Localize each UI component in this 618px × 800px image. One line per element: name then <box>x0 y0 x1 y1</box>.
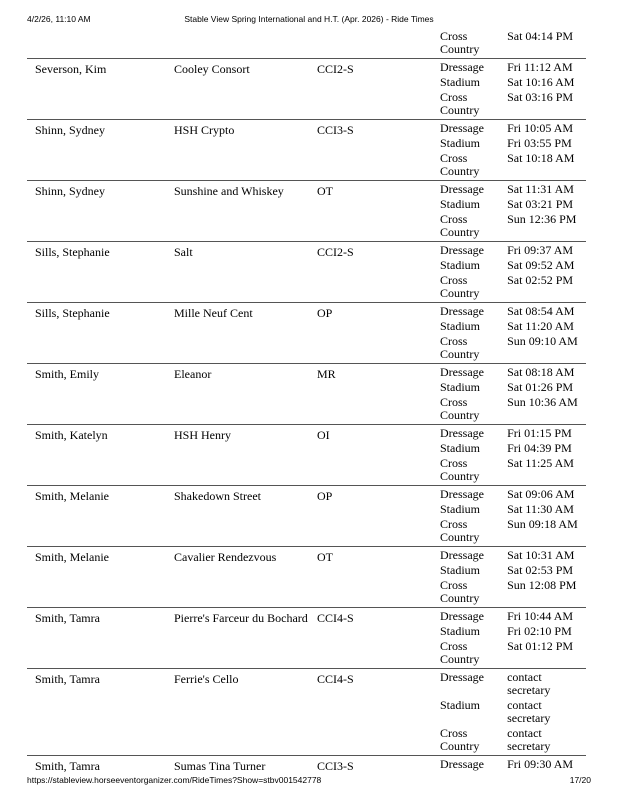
phase-name: Cross Country <box>440 212 480 239</box>
phase-time: Fri 01:15 PM <box>507 426 572 440</box>
page-footer <box>27 775 591 789</box>
phase-entry <box>440 549 586 562</box>
rider-name: Smith, Melanie <box>35 489 109 503</box>
phase-name: Dressage <box>440 60 484 74</box>
page-url: https://stableview.horseeventorganizer.com/RideTimes?Show=stbv001542778 <box>27 775 322 785</box>
table-row <box>27 546 586 605</box>
phase-name: Stadium <box>440 441 481 455</box>
phase-entry <box>440 518 586 544</box>
phase-name: Stadium <box>440 698 481 712</box>
phase-name: Stadium <box>440 75 481 89</box>
ride-times-table <box>27 30 586 773</box>
phase-name: Cross Country <box>440 578 480 605</box>
page-title: Stable View Spring International and H.T. (Apr. 2026) - Ride Times <box>184 14 434 24</box>
phase-list <box>440 425 586 483</box>
phase-entry <box>440 91 586 117</box>
phase-time: Fri 09:37 AM <box>507 243 574 257</box>
phase-entry <box>440 699 586 725</box>
horse-name: HSH Crypto <box>174 123 235 137</box>
horse-name: HSH Henry <box>174 428 231 442</box>
division: OI <box>317 428 330 442</box>
phase-time: Sat 03:16 PM <box>507 90 574 104</box>
phase-name: Stadium <box>440 624 481 638</box>
table-row <box>27 180 586 239</box>
rider-name: Smith, Tamra <box>35 759 100 773</box>
phase-entry <box>440 244 586 257</box>
phase-time: Sun 12:08 PM <box>507 578 577 592</box>
horse-name: Cooley Consort <box>174 62 250 76</box>
phase-list <box>440 242 586 300</box>
phase-list <box>440 30 586 56</box>
phase-list <box>440 181 586 239</box>
phase-name: Cross Country <box>440 273 480 300</box>
rider-name: Smith, Melanie <box>35 550 109 564</box>
phase-time: Sun 09:18 AM <box>507 517 578 531</box>
horse-name: Sunshine and Whiskey <box>174 184 284 198</box>
phase-entry <box>440 335 586 361</box>
phase-entry <box>440 30 586 56</box>
phase-time: Fri 10:44 AM <box>507 609 574 623</box>
continued-row <box>27 30 586 56</box>
rider-name: Smith, Katelyn <box>35 428 108 442</box>
division: MR <box>317 367 336 381</box>
horse-name: Eleanor <box>174 367 212 381</box>
phase-entry <box>440 727 586 753</box>
rider-name: Smith, Emily <box>35 367 100 381</box>
phase-time: Sun 10:36 AM <box>507 395 578 409</box>
phase-name: Cross Country <box>440 726 480 753</box>
table-row <box>27 241 586 300</box>
phase-name: Dressage <box>440 426 484 440</box>
phase-time: contact secretary <box>507 670 551 697</box>
phase-time: Sat 01:12 PM <box>507 639 574 653</box>
division: CCI3-S <box>317 759 354 773</box>
table-row <box>27 363 586 422</box>
phase-entry <box>440 488 586 501</box>
horse-name: Sumas Tina Turner <box>174 759 266 773</box>
phase-time: Sat 11:31 AM <box>507 182 574 196</box>
division: CCI3-S <box>317 123 354 137</box>
division: CCI4-S <box>317 672 354 686</box>
phase-name: Cross Country <box>440 334 480 361</box>
phase-time: Sat 02:52 PM <box>507 273 574 287</box>
horse-name: Pierre's Farceur du Bochard <box>174 611 308 625</box>
phase-name: Dressage <box>440 365 484 379</box>
phase-time: Fri 10:05 AM <box>507 121 574 135</box>
phase-time: Sat 10:16 AM <box>507 75 575 89</box>
phase-list <box>440 364 586 422</box>
division: CCI4-S <box>317 611 354 625</box>
phase-name: Cross Country <box>440 151 480 178</box>
division: OP <box>317 489 333 503</box>
phase-name: Dressage <box>440 548 484 562</box>
phase-entry <box>440 320 586 333</box>
phase-time: contact secretary <box>507 726 551 753</box>
phase-entry <box>440 61 586 74</box>
phase-time: Sat 11:20 AM <box>507 319 574 333</box>
phase-entry <box>440 758 586 771</box>
phase-entry <box>440 579 586 605</box>
horse-name: Shakedown Street <box>174 489 261 503</box>
phase-name: Cross Country <box>440 517 480 544</box>
rider-name: Smith, Tamra <box>35 611 100 625</box>
phase-name: Stadium <box>440 197 481 211</box>
phase-entry <box>440 213 586 239</box>
division: OT <box>317 550 333 564</box>
phase-time: Sat 10:31 AM <box>507 548 575 562</box>
phase-name: Dressage <box>440 243 484 257</box>
phase-time: Fri 09:30 AM <box>507 757 574 771</box>
phase-time: Fri 03:55 PM <box>507 136 572 150</box>
phase-time: Sat 08:18 AM <box>507 365 575 379</box>
phase-entry <box>440 198 586 211</box>
phase-time: Sat 08:54 AM <box>507 304 575 318</box>
horse-name: Cavalier Rendezvous <box>174 550 277 564</box>
phase-entry <box>440 671 586 697</box>
phase-entry <box>440 381 586 394</box>
phase-list <box>440 756 586 771</box>
phase-entry <box>440 305 586 318</box>
table-row <box>27 119 586 178</box>
phase-name: Dressage <box>440 121 484 135</box>
phase-list <box>440 120 586 178</box>
print-datetime: 4/2/26, 11:10 AM <box>27 14 91 24</box>
phase-time: Sat 10:18 AM <box>507 151 575 165</box>
phase-entry <box>440 640 586 666</box>
phase-time: Fri 11:12 AM <box>507 60 573 74</box>
phase-time: Sat 11:25 AM <box>507 456 574 470</box>
phase-name: Cross Country <box>440 90 480 117</box>
phase-entry <box>440 152 586 178</box>
phase-time: Sat 03:21 PM <box>507 197 574 211</box>
phase-time: Sat 09:52 AM <box>507 258 575 272</box>
rider-name: Smith, Tamra <box>35 672 100 686</box>
phase-time: Sun 12:36 PM <box>507 212 577 226</box>
phase-entry <box>440 457 586 483</box>
phase-entry <box>440 259 586 272</box>
table-row <box>27 424 586 483</box>
phase-entry <box>440 76 586 89</box>
phase-name: Cross Country <box>440 639 480 666</box>
phase-entry <box>440 564 586 577</box>
phase-time: contact secretary <box>507 698 551 725</box>
phase-entry <box>440 610 586 623</box>
phase-name: Cross Country <box>440 456 480 483</box>
table-row <box>27 755 586 771</box>
division: OP <box>317 306 333 320</box>
phase-list <box>440 303 586 361</box>
phase-name: Stadium <box>440 502 481 516</box>
phase-list <box>440 669 586 753</box>
table-row <box>27 668 586 753</box>
horse-name: Ferrie's Cello <box>174 672 239 686</box>
phase-name: Cross Country <box>440 29 480 56</box>
phase-list <box>440 59 586 117</box>
rider-name: Sills, Stephanie <box>35 245 110 259</box>
division: CCI2-S <box>317 62 354 76</box>
phase-time: Sat 01:26 PM <box>507 380 574 394</box>
page-header <box>27 14 591 28</box>
table-row <box>27 58 586 117</box>
phase-name: Dressage <box>440 487 484 501</box>
phase-time: Fri 04:39 PM <box>507 441 572 455</box>
horse-name: Salt <box>174 245 193 259</box>
division: CCI2-S <box>317 245 354 259</box>
phase-entry <box>440 137 586 150</box>
phase-name: Dressage <box>440 182 484 196</box>
rider-name: Shinn, Sydney <box>35 184 106 198</box>
phase-entry <box>440 427 586 440</box>
phase-name: Dressage <box>440 670 484 684</box>
phase-entry <box>440 274 586 300</box>
table-row <box>27 302 586 361</box>
phase-entry <box>440 625 586 638</box>
phase-entry <box>440 442 586 455</box>
phase-name: Stadium <box>440 319 481 333</box>
phase-name: Dressage <box>440 304 484 318</box>
phase-time: Sun 09:10 AM <box>507 334 578 348</box>
phase-entry <box>440 503 586 516</box>
phase-list <box>440 547 586 605</box>
phase-entry <box>440 396 586 422</box>
phase-entry <box>440 183 586 196</box>
phase-time: Sat 02:53 PM <box>507 563 574 577</box>
phase-time: Sat 11:30 AM <box>507 502 574 516</box>
division: OT <box>317 184 333 198</box>
phase-name: Stadium <box>440 563 481 577</box>
phase-time: Sat 04:14 PM <box>507 29 574 43</box>
phase-list <box>440 608 586 666</box>
phase-name: Dressage <box>440 609 484 623</box>
phase-name: Stadium <box>440 380 481 394</box>
page-number: 17/20 <box>569 775 591 785</box>
table-row <box>27 607 586 666</box>
phase-name: Dressage <box>440 757 484 771</box>
phase-name: Stadium <box>440 258 481 272</box>
phase-name: Stadium <box>440 136 481 150</box>
rider-name: Shinn, Sydney <box>35 123 106 137</box>
horse-name: Mille Neuf Cent <box>174 306 253 320</box>
rider-name: Sills, Stephanie <box>35 306 110 320</box>
rider-name: Severson, Kim <box>35 62 107 76</box>
phase-time: Fri 02:10 PM <box>507 624 572 638</box>
table-row <box>27 485 586 544</box>
phase-time: Sat 09:06 AM <box>507 487 575 501</box>
phase-list <box>440 486 586 544</box>
phase-entry <box>440 122 586 135</box>
phase-entry <box>440 366 586 379</box>
phase-name: Cross Country <box>440 395 480 422</box>
